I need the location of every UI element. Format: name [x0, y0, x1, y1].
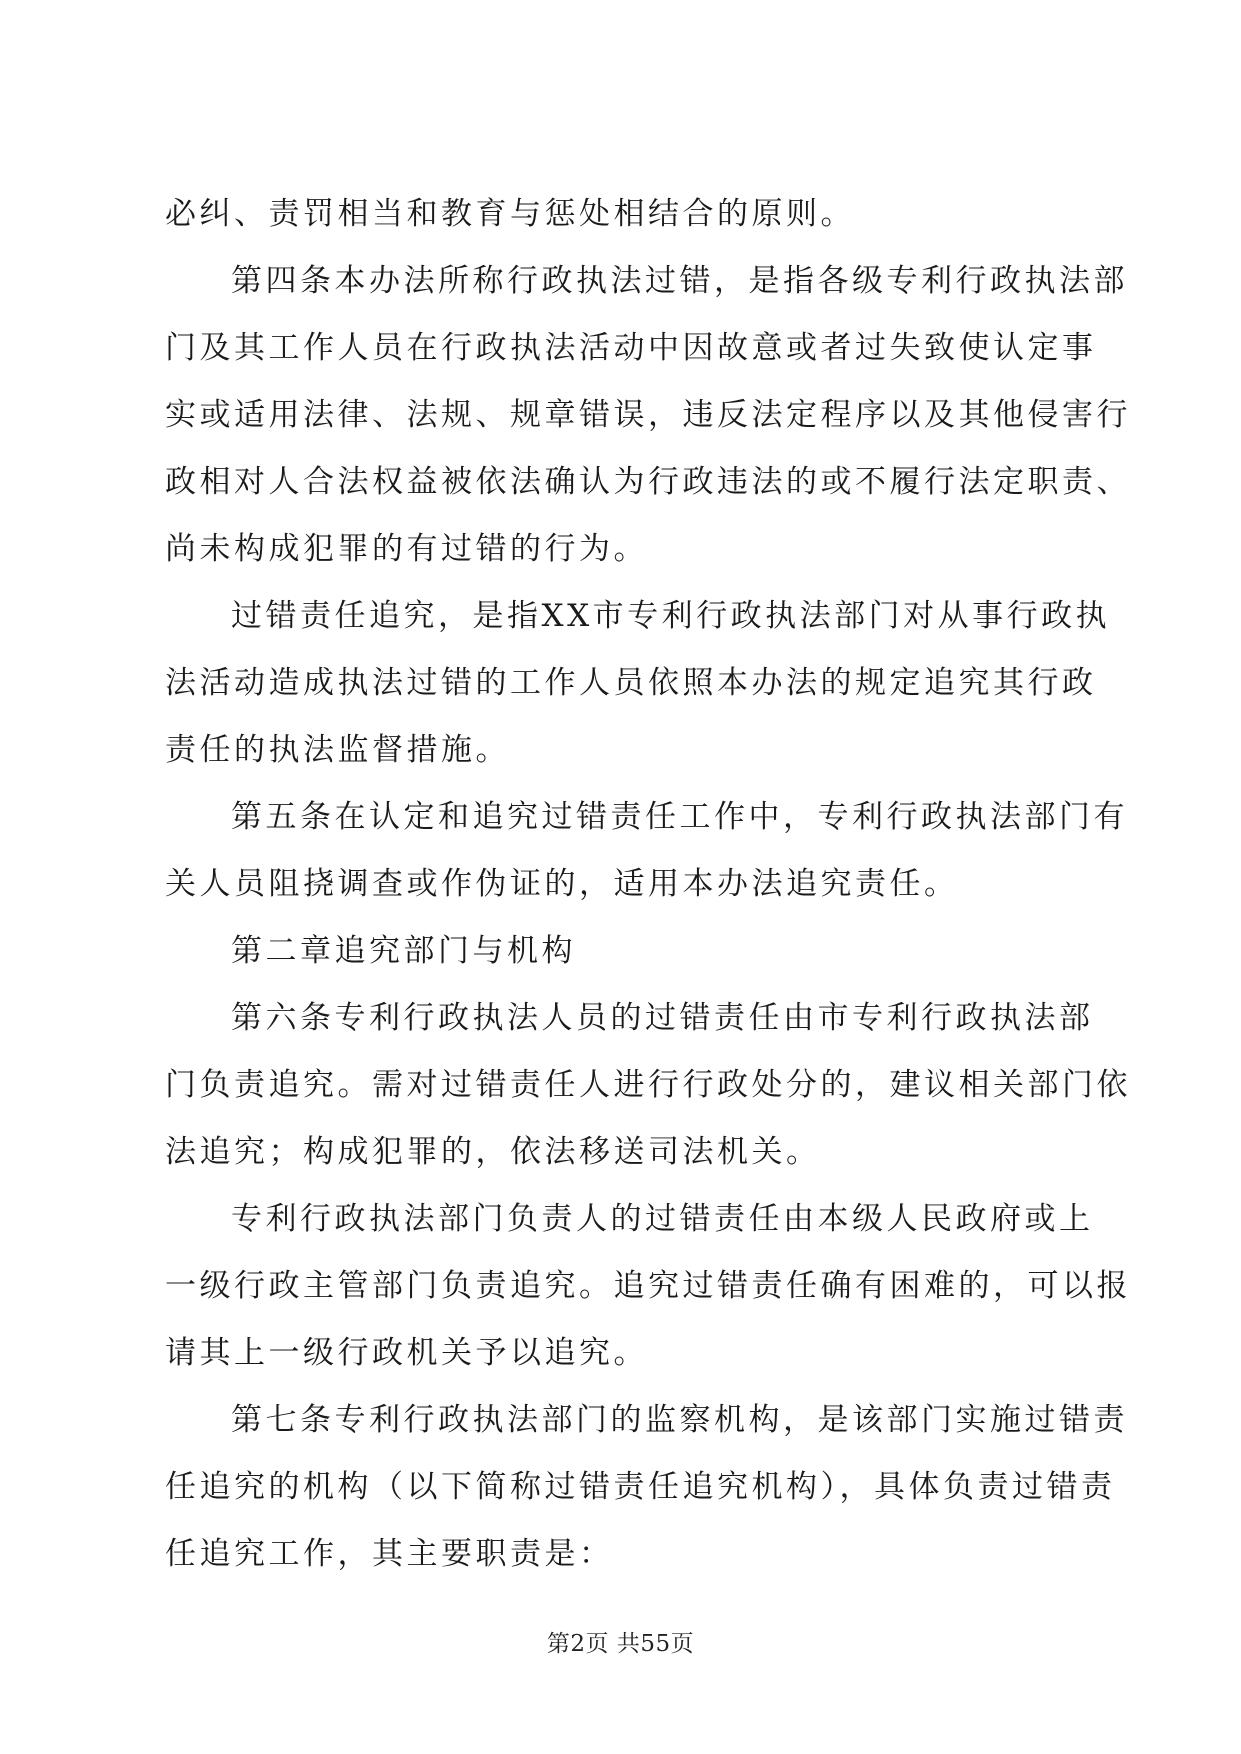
text-line: 责任的执法监督措施。 [165, 732, 510, 768]
text-line: 第五条在认定和追究过错责任工作中，专利行政执法部门有 [231, 799, 1128, 835]
text-line: 法活动造成执法过错的工作人员依照本办法的规定追究其行政 [165, 665, 1097, 701]
text-line: 任追究工作，其主要职责是： [165, 1536, 614, 1572]
text-line: 门负责追究。需对过错责任人进行行政处分的，建议相关部门依 [165, 1067, 1131, 1103]
text-line: 关人员阻挠调查或作伪证的，适用本办法追究责任。 [165, 866, 959, 902]
text-line: 实或适用法律、法规、规章错误，违反法定程序以及其他侵害行 [165, 397, 1131, 433]
text-line: 政相对人合法权益被依法确认为行政违法的或不履行法定职责、 [165, 464, 1131, 500]
chapter-heading: 第二章追究部门与机构 [231, 933, 576, 969]
page-number: 第2页 共55页 [546, 1631, 695, 1657]
text-line: 法追究；构成犯罪的，依法移送司法机关。 [165, 1134, 821, 1170]
text-line: 门及其工作人员在行政执法活动中因故意或者过失致使认定事 [165, 330, 1097, 366]
text-line: 尚未构成犯罪的有过错的行为。 [165, 531, 648, 567]
text-line: 请其上一级行政机关予以追究。 [165, 1335, 648, 1371]
text-line: 过错责任追究，是指XX市专利行政执法部门对从事行政执 [231, 598, 1111, 634]
text-line: 第四条本办法所称行政执法过错，是指各级专利行政执法部 [231, 263, 1128, 299]
text-line: 专利行政执法部门负责人的过错责任由本级人民政府或上 [231, 1201, 1094, 1237]
text-line: 必纠、责罚相当和教育与惩处相结合的原则。 [165, 196, 855, 232]
text-line: 第七条专利行政执法部门的监察机构，是该部门实施过错责 [231, 1402, 1128, 1438]
text-line: 第六条专利行政执法人员的过错责任由市专利行政执法部 [231, 1000, 1094, 1036]
text-line: 一级行政主管部门负责追究。追究过错责任确有困难的，可以报 [165, 1268, 1131, 1304]
text-line: 任追究的机构（以下简称过错责任追究机构），具体负责过错责 [165, 1469, 1116, 1505]
